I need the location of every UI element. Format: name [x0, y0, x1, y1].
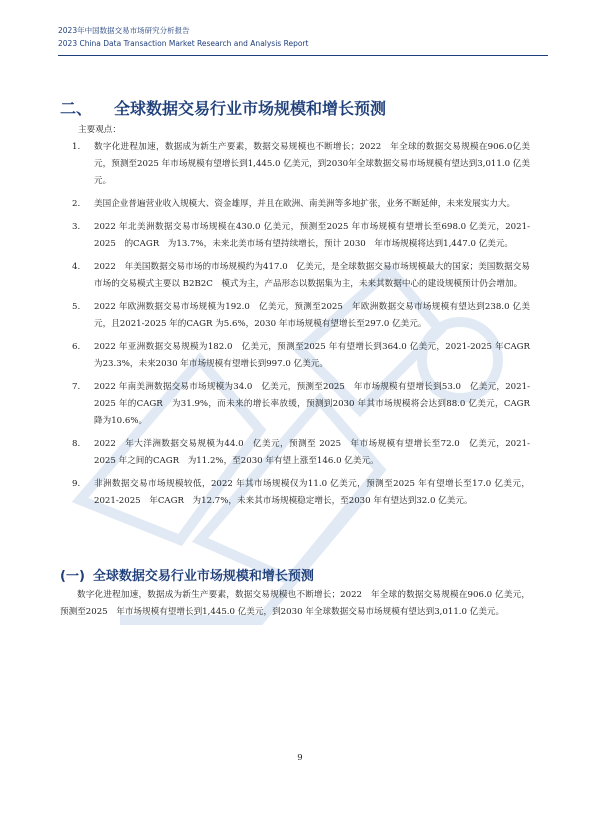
list-item-number: 3.	[72, 222, 81, 232]
list-item-text: 2022 年大洋洲数据交易规模为44.0 亿美元，预测至 2025 年市场规模有望增长至72.0 亿美元，2021-2025 年之间的CAGR 为11.2%，至2030 年有望上涨至146.0 亿美元。	[94, 439, 530, 467]
key-points-list	[60, 139, 530, 516]
list-item-text: 2022 年南美洲数据交易市场规模为34.0 亿美元，预测至2025 年市场规模有望增长到53.0 亿美元，2021-2025 年的CAGR 为31.9%，而未来的增长率放缓，预测到2030 年其市场规模将会达到88.0 亿美元，CAGR 降为10.6%。	[94, 382, 530, 427]
key-points-lead: 主要观点：	[78, 125, 121, 135]
section-title	[60, 96, 386, 119]
list-item-text: 2022 年北美洲数据交易市场规模在430.0 亿美元，预测至2025 年市场规模有望增长至698.0 亿美元，2021-2025 的CAGR 为13.7%，未来北美市场有望持续增长，预计 2030 年市场规模将达到1,447.0 亿美元。	[94, 222, 530, 250]
subsection-paragraph: 数字化进程加速，数据成为新生产要素，数据交易规模也不断增长；2022 年全球的数据交易规模在906.0 亿美元，预测至2025 年市场规模有望增长到1,445.0 亿美元，到2030 年全球数据交易市场规模有望达到3,011.0 亿美元。	[60, 590, 530, 618]
list-item	[60, 339, 530, 373]
page-number: 9	[297, 753, 303, 763]
list-item-text: 数字化进程加速，数据成为新生产要素，数据交易规模也不断增长；2022 年全球的数据交易规模在906.0亿美元，预测至2025 年市场规模有望增长到1,445.0 亿美元，到2030年全球数据交易市场规模有望达到3,011.0 亿美元。	[94, 142, 530, 187]
list-item	[60, 476, 530, 510]
list-item-text: 2022 年亚洲数据交易规模为182.0 亿美元，预测至2025 年有望增长到364.0 亿美元，2021-2025 年CAGR 为23.3%，未来2030 年市场规模有望增长到997.0 亿美元。	[94, 342, 530, 370]
list-item	[60, 299, 530, 333]
subsection-number: (一)	[60, 569, 85, 584]
list-item-number: 2.	[72, 199, 81, 210]
list-item-number: 9.	[72, 479, 81, 490]
list-item-number: 4.	[72, 262, 81, 272]
subsection-title	[60, 565, 314, 584]
list-item-number: 5.	[72, 302, 81, 312]
list-item	[60, 436, 530, 470]
header-divider	[58, 55, 548, 56]
list-item	[60, 219, 530, 253]
section-title-text: 全球数据交易行业市场规模和增长预测	[114, 99, 387, 118]
list-item-text: 非洲数据交易市场规模较低，2022 年其市场规模仅为11.0 亿美元，预测至2025 年有望增长至17.0 亿美元，2021-2025 年CAGR 为12.7%，未来其市场规模稳定增长，至2030 年有望达到32.0 亿美元。	[94, 479, 530, 507]
list-item	[60, 196, 530, 213]
list-item	[60, 379, 530, 431]
subsection-title-text: 全球数据交易行业市场规模和增长预测	[92, 569, 314, 584]
section-number: 二、	[60, 99, 93, 118]
header-title-en: 2023 China Data Transaction Market Research and Analysis Report	[58, 39, 309, 48]
list-item	[60, 259, 530, 293]
header-title-cn: 2023年中国数据交易市场研究分析报告	[58, 26, 190, 35]
report-header	[58, 24, 548, 50]
list-item-text: 2022 年美国数据交易市场的市场规模约为417.0 亿美元，是全球数据交易市场规模最大的国家；美国数据交易市场的交易模式主要以 B2B2C 模式为主，产品形态以数据集为主，未来其数据中心的建设规模预计仍会增加。	[94, 262, 530, 290]
list-item-number: 6.	[72, 342, 81, 352]
list-item-text: 美国企业普遍营业收入规模大、资金雄厚，并且在欧洲、南美洲等多地扩张，业务不断延伸，未来发展实力大。	[94, 199, 516, 210]
list-item	[60, 139, 530, 191]
list-item-number: 8.	[72, 439, 81, 450]
list-item-number: 7.	[72, 382, 81, 392]
list-item-number: 1.	[72, 142, 81, 152]
list-item-text: 2022 年欧洲数据交易市场规模为192.0 亿美元，预测至2025 年欧洲数据交易市场规模有望达到238.0 亿美元，且2021-2025 年的CAGR 为5.6%，2030 年市场规模有望增长至297.0 亿美元。	[94, 302, 530, 330]
